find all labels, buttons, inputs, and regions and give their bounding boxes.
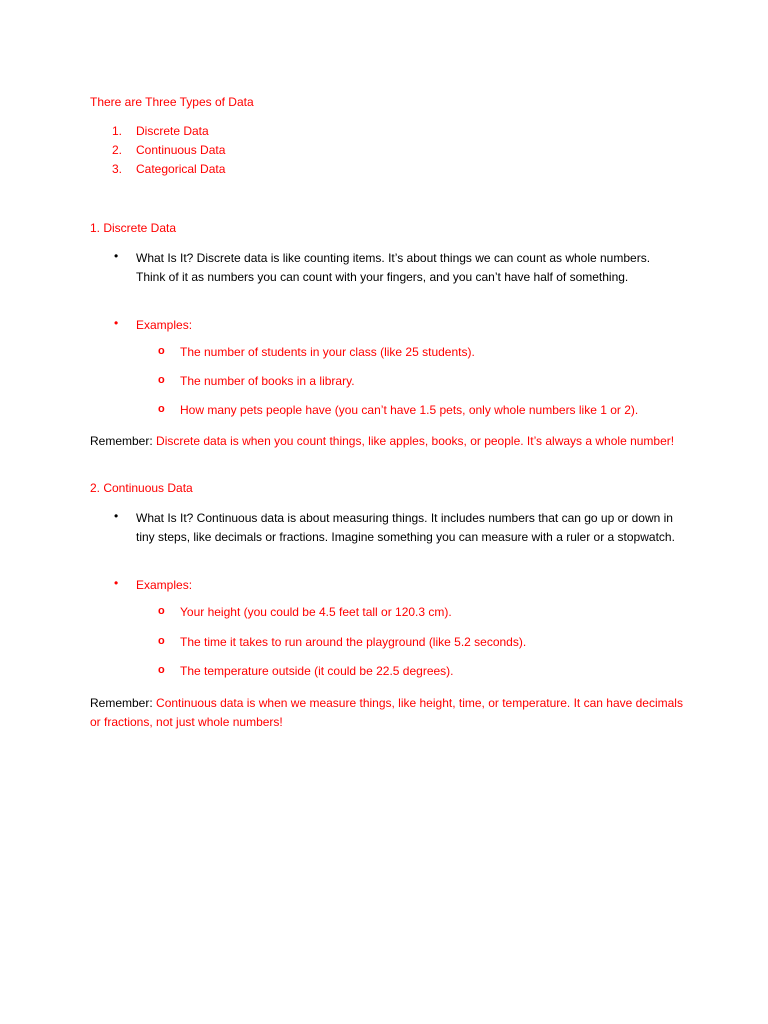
example-text: The number of books in a library. bbox=[180, 374, 355, 388]
type-list-label: Categorical Data bbox=[136, 162, 226, 176]
example-text: How many pets people have (you can’t have 1.5 pets, only whole numbers like 1 or 2). bbox=[180, 403, 639, 417]
sub-bullet-icon: o bbox=[158, 605, 165, 617]
type-list-item-3 bbox=[112, 162, 225, 176]
discrete-examples-label: Examples: bbox=[136, 318, 193, 332]
continuous-what-text: What Is It? Continuous data is about measuring things. It includes numbers that can go up or down in tiny steps, like decimals or fractions. Imagine something you can measure with a ruler or a stopwatch. bbox=[136, 511, 675, 544]
sub-bullet-icon: o bbox=[158, 374, 165, 386]
continuous-examples-bullet bbox=[114, 576, 674, 596]
discrete-what-text: What Is It? Discrete data is like counting items. It’s about things we can count as whole numbers. Think of it as numbers you can count with your fingers, and you can’t have half of something. bbox=[136, 251, 651, 284]
type-list-number: 1. bbox=[112, 124, 123, 138]
sub-bullet-icon: o bbox=[158, 345, 165, 357]
discrete-what-bullet bbox=[114, 249, 674, 309]
type-list-label: Continuous Data bbox=[136, 143, 226, 157]
example-text: The number of students in your class (like 25 students). bbox=[180, 345, 475, 359]
bullet-dot-icon: • bbox=[114, 249, 119, 263]
sub-bullet-icon: o bbox=[158, 635, 165, 647]
bullet-dot-icon: • bbox=[114, 316, 119, 330]
discrete-examples-bullet bbox=[114, 316, 674, 336]
continuous-what-bullet bbox=[114, 509, 674, 569]
continuous-remember bbox=[90, 694, 690, 732]
continuous-examples-label: Examples: bbox=[136, 578, 193, 592]
example-text: Your height (you could be 4.5 feet tall or 120.3 cm). bbox=[180, 605, 452, 619]
continuous-heading: 2. Continuous Data bbox=[90, 481, 193, 495]
example-text: The time it takes to run around the playground (like 5.2 seconds). bbox=[180, 635, 527, 649]
remember-text: Continuous data is when we measure things, like height, time, or temperature. It can have decimals or fractions, not just whole numbers! bbox=[90, 696, 683, 729]
sub-bullet-icon: o bbox=[158, 664, 165, 676]
bullet-dot-icon: • bbox=[114, 509, 119, 523]
type-list-label: Discrete Data bbox=[136, 124, 209, 138]
type-list-number: 3. bbox=[112, 162, 123, 176]
remember-text: Discrete data is when you count things, like apples, books, or people. It’s always a whole number! bbox=[156, 434, 675, 448]
example-text: The temperature outside (it could be 22.5 degrees). bbox=[180, 664, 454, 678]
type-list-item-2 bbox=[112, 143, 225, 157]
remember-label: Remember: bbox=[90, 696, 153, 710]
bullet-dot-icon: • bbox=[114, 576, 119, 590]
type-list-number: 2. bbox=[112, 143, 123, 157]
document-title: There are Three Types of Data bbox=[90, 95, 254, 109]
remember-label: Remember: bbox=[90, 434, 153, 448]
type-list-item-1 bbox=[112, 124, 209, 138]
discrete-heading: 1. Discrete Data bbox=[90, 221, 177, 235]
sub-bullet-icon: o bbox=[158, 403, 165, 415]
discrete-remember bbox=[90, 432, 690, 451]
